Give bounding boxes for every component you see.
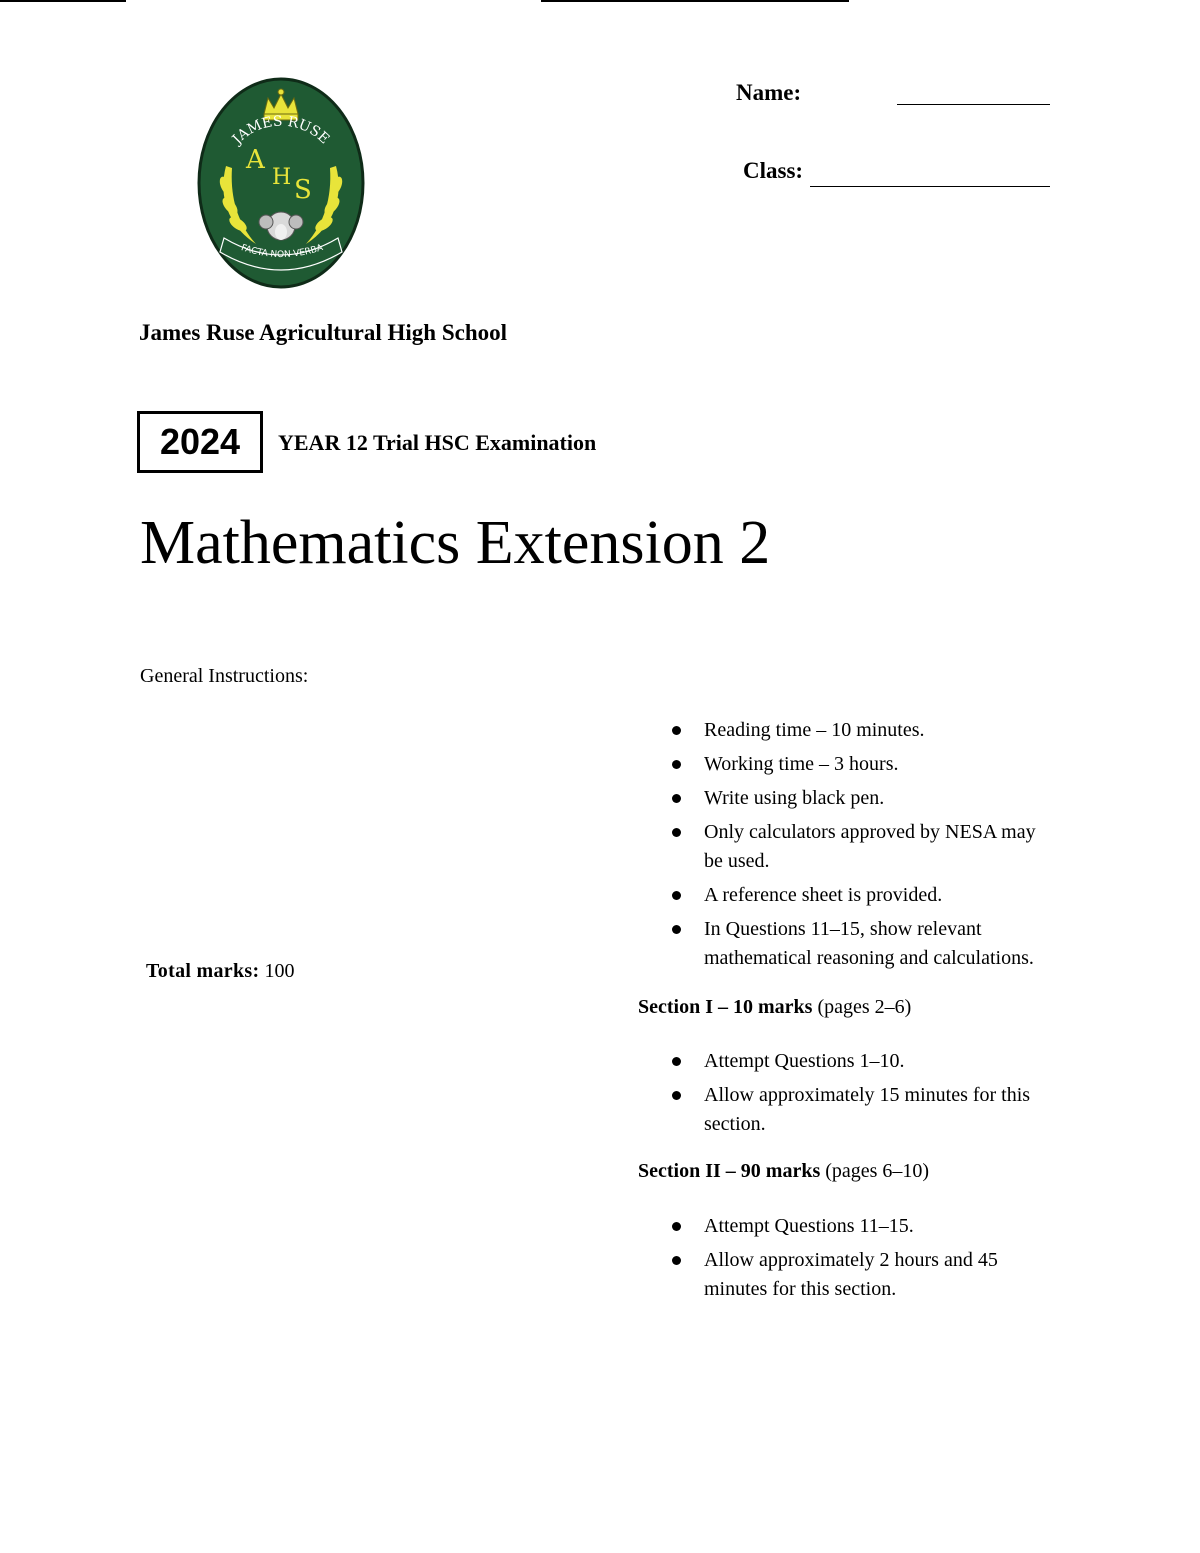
crest-letter-a: A (246, 145, 265, 175)
section-2-heading (638, 1160, 929, 1183)
total-marks (146, 960, 294, 983)
class-field[interactable] (810, 186, 1050, 187)
section-1-heading (638, 996, 911, 1019)
class-label: Class: (743, 158, 804, 183)
list-item: Attempt Questions 1–10. (668, 1047, 1078, 1076)
bullet-icon (672, 794, 681, 803)
list-item: Attempt Questions 11–15. (668, 1212, 1048, 1241)
section-2-list (668, 1212, 1048, 1309)
section-1-title: Section I – 10 marks (638, 996, 813, 1018)
general-instructions-list (668, 716, 1088, 978)
bullet-icon (672, 891, 681, 900)
section-1-list (668, 1047, 1078, 1144)
top-rule-left (0, 0, 126, 2)
list-item: Write using black pen. (668, 784, 1088, 813)
top-rule-center (541, 0, 849, 2)
list-item: Reading time – 10 minutes. (668, 716, 1088, 745)
bullet-icon (672, 760, 681, 769)
crest-top-text: JAMES RUSE (229, 113, 333, 148)
crest-motto: FACTA NON VERBA (239, 243, 325, 261)
bullet-icon (672, 1057, 681, 1066)
list-item: In Questions 11–15, show relevant mathematical reasoning and calculations. (668, 915, 1088, 973)
list-item: Working time – 3 hours. (668, 750, 1088, 779)
name-field[interactable] (897, 104, 1050, 105)
section-1-pages: (pages 2–6) (817, 996, 912, 1018)
general-instructions-label: General Instructions: (140, 665, 309, 687)
section-2-title: Section II – 90 marks (638, 1160, 821, 1182)
list-item: A reference sheet is provided. (668, 881, 1088, 910)
list-item: Allow approximately 2 hours and 45 minutes for this section. (668, 1246, 1048, 1304)
crest-letter-h: H (272, 165, 292, 190)
bullet-icon (672, 1222, 681, 1231)
school-crest-logo (196, 76, 366, 290)
year-box: 2024 (137, 411, 263, 473)
total-marks-label: Total marks: (146, 960, 260, 982)
subject-title: Mathematics Extension 2 (140, 509, 771, 577)
bullet-icon (672, 726, 681, 735)
section-2-pages: (pages 6–10) (825, 1160, 930, 1182)
bullet-icon (672, 1091, 681, 1100)
school-name: James Ruse Agricultural High School (139, 320, 508, 345)
bullet-icon (672, 828, 681, 837)
bullet-icon (672, 1256, 681, 1265)
name-label: Name: (736, 80, 802, 105)
list-item: Allow approximately 15 minutes for this section. (668, 1081, 1078, 1139)
crest-letter-s: S (294, 175, 312, 205)
total-marks-value: 100 (264, 960, 295, 982)
exam-title: YEAR 12 Trial HSC Examination (278, 430, 597, 455)
list-item: Only calculators approved by NESA may be used. (668, 818, 1044, 876)
bullet-icon (672, 925, 681, 934)
